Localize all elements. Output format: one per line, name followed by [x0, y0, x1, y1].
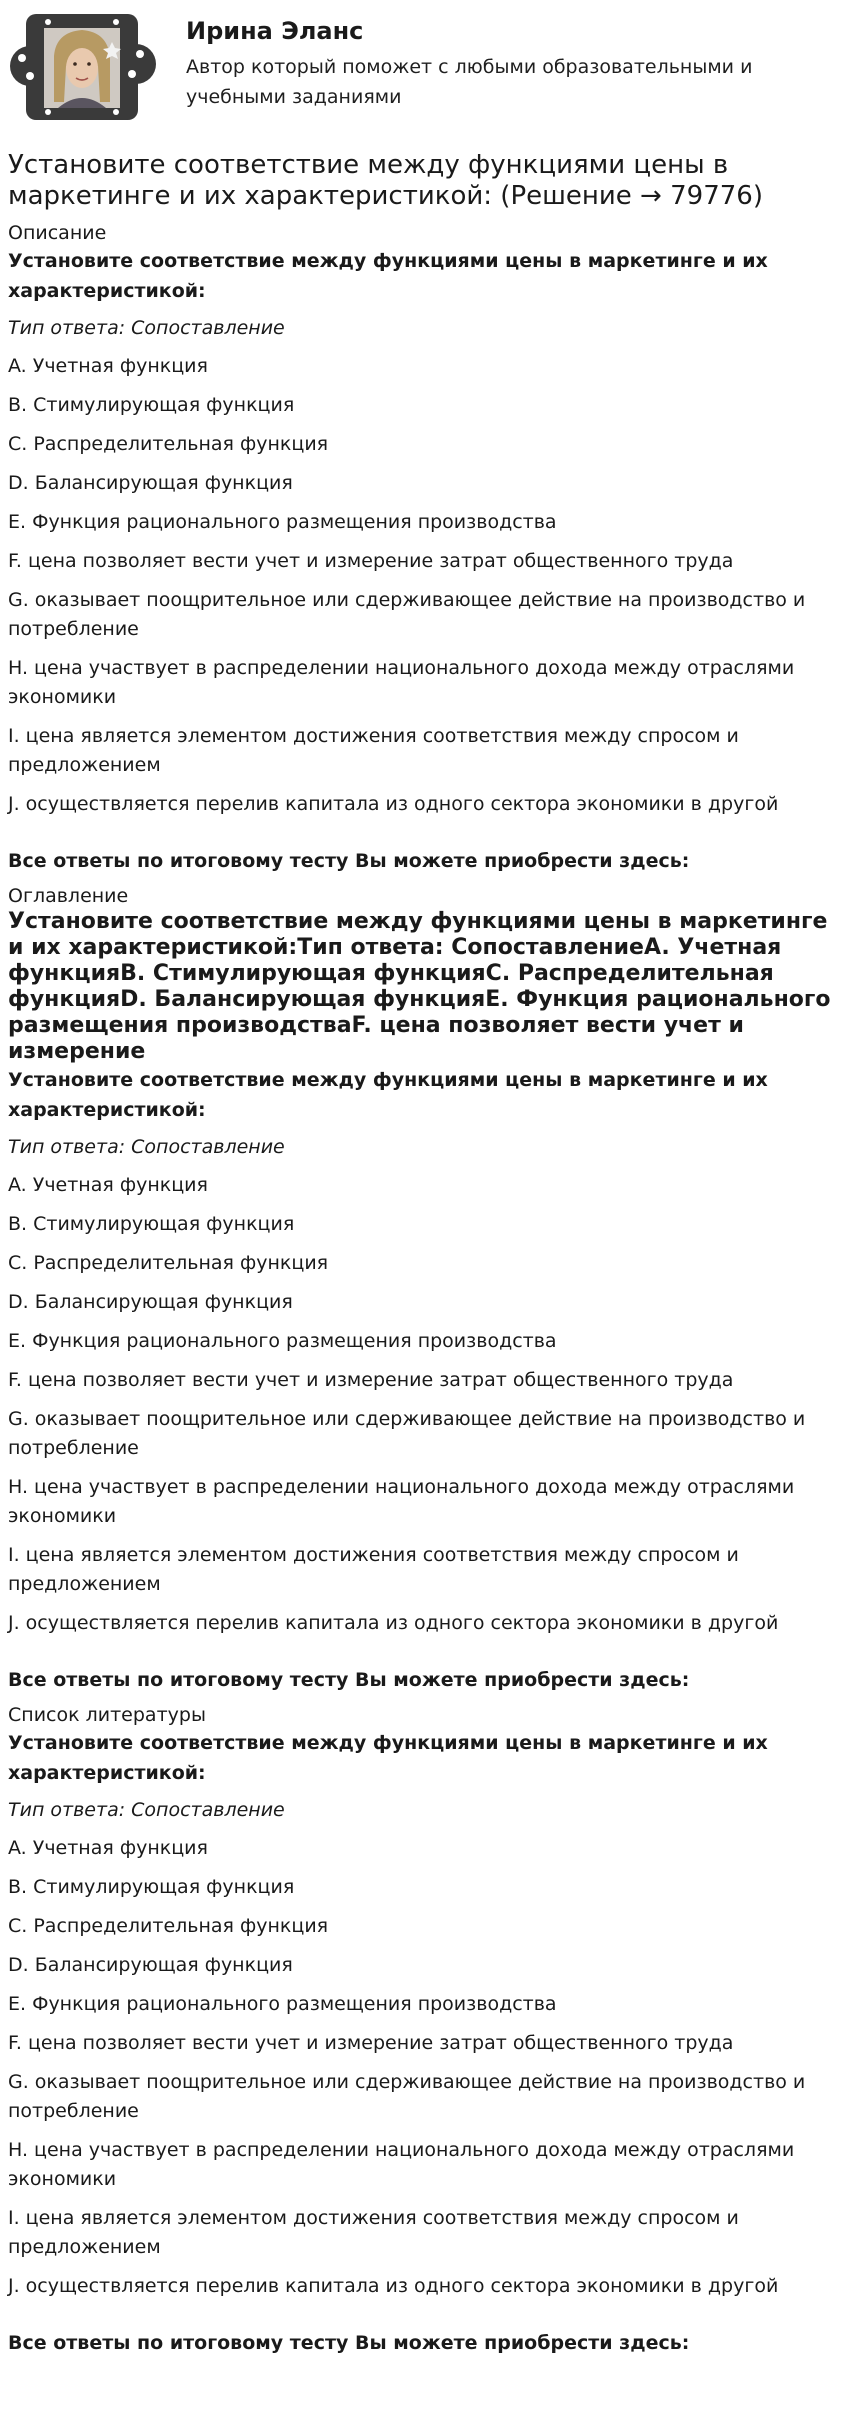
- option-a: A. Учетная функция: [8, 1174, 208, 1196]
- option-i: I. цена является элементом достижения соответствия между спросом и предложением: [8, 2207, 739, 2258]
- option-g: G. оказывает поощрительное или сдерживающее действие на производство и потребление: [8, 2071, 806, 2122]
- description-label: Описание: [8, 222, 107, 244]
- answer-type: Тип ответа: Сопоставление: [8, 1136, 285, 1158]
- option-h: H. цена участвует в распределении национального дохода между отраслями экономики: [8, 657, 795, 708]
- option-e: E. Функция рационального размещения производства: [8, 1330, 557, 1352]
- option-i: I. цена является элементом достижения соответствия между спросом и предложением: [8, 1544, 739, 1595]
- question-title: Установите соответствие между функциями цены в маркетинге и их характеристикой:: [8, 1732, 768, 1784]
- option-d: D. Балансирующая функция: [8, 1954, 293, 1976]
- option-b: B. Стимулирующая функция: [8, 1213, 295, 1235]
- option-g: G. оказывает поощрительное или сдерживающее действие на производство и потребление: [8, 1408, 806, 1459]
- description-section: [8, 220, 840, 875]
- author-card: [8, 6, 838, 128]
- answer-type: Тип ответа: Сопоставление: [8, 317, 285, 339]
- author-name[interactable]: Ирина Эланс: [186, 17, 364, 45]
- option-b: B. Стимулирующая функция: [8, 1876, 295, 1898]
- option-j: J. осуществляется перелив капитала из одного сектора экономики в другой: [8, 2275, 779, 2297]
- option-a: A. Учетная функция: [8, 355, 208, 377]
- option-h: H. цена участвует в распределении национального дохода между отраслями экономики: [8, 1476, 795, 1527]
- option-h: H. цена участвует в распределении национального дохода между отраслями экономики: [8, 2139, 795, 2190]
- option-d: D. Балансирующая функция: [8, 472, 293, 494]
- option-a: A. Учетная функция: [8, 1837, 208, 1859]
- author-avatar[interactable]: [8, 6, 156, 128]
- option-j: J. осуществляется перелив капитала из одного сектора экономики в другой: [8, 1612, 779, 1634]
- option-b: B. Стимулирующая функция: [8, 394, 295, 416]
- option-c: C. Распределительная функция: [8, 1915, 329, 1937]
- option-f: F. цена позволяет вести учет и измерение затрат общественного труда: [8, 550, 734, 572]
- option-g: G. оказывает поощрительное или сдерживающее действие на производство и потребление: [8, 589, 806, 640]
- options-list: [8, 352, 840, 819]
- options-list: [8, 1834, 840, 2301]
- option-j: J. осуществляется перелив капитала из одного сектора экономики в другой: [8, 793, 779, 815]
- option-i: I. цена является элементом достижения соответствия между спросом и предложением: [8, 725, 739, 776]
- main-content: [8, 150, 840, 2357]
- option-e: E. Функция рационального размещения производства: [8, 511, 557, 533]
- toc-label: Оглавление: [8, 885, 129, 907]
- buy-answers-text: Все ответы по итоговому тесту Вы можете приобрести здесь:: [8, 2332, 690, 2354]
- author-description: Автор который поможет с любыми образовательными и учебными заданиями: [186, 56, 753, 108]
- toc-title: Установите соответствие между функциями цены в маркетинге и их характеристикой:Тип ответа: СопоставлениеA. Учетная функцияB. Стимулирующая функцияC. Распределительная функцияD. Балансирующая функцияE. Функция рационального размещения производстваF. цена позволяет вести учет и измерение: [8, 909, 831, 1064]
- option-c: C. Распределительная функция: [8, 1252, 329, 1274]
- answer-type: Тип ответа: Сопоставление: [8, 1799, 285, 1821]
- literature-section: [8, 1702, 840, 2357]
- literature-label: Список литературы: [8, 1704, 206, 1726]
- option-c: C. Распределительная функция: [8, 433, 329, 455]
- option-d: D. Балансирующая функция: [8, 1291, 293, 1313]
- buy-answers-text: Все ответы по итоговому тесту Вы можете приобрести здесь:: [8, 1669, 690, 1691]
- option-f: F. цена позволяет вести учет и измерение затрат общественного труда: [8, 1369, 734, 1391]
- question-title: Установите соответствие между функциями цены в маркетинге и их характеристикой:: [8, 1069, 768, 1121]
- question-title: Установите соответствие между функциями цены в маркетинге и их характеристикой:: [8, 250, 768, 302]
- toc-section: [8, 883, 840, 1694]
- page-title: Установите соответствие между функциями цены в маркетинге и их характеристикой: (Решение → 79776): [8, 150, 763, 211]
- options-list: [8, 1171, 840, 1638]
- option-e: E. Функция рационального размещения производства: [8, 1993, 557, 2015]
- option-f: F. цена позволяет вести учет и измерение затрат общественного труда: [8, 2032, 734, 2054]
- buy-answers-text: Все ответы по итоговому тесту Вы можете приобрести здесь:: [8, 850, 690, 872]
